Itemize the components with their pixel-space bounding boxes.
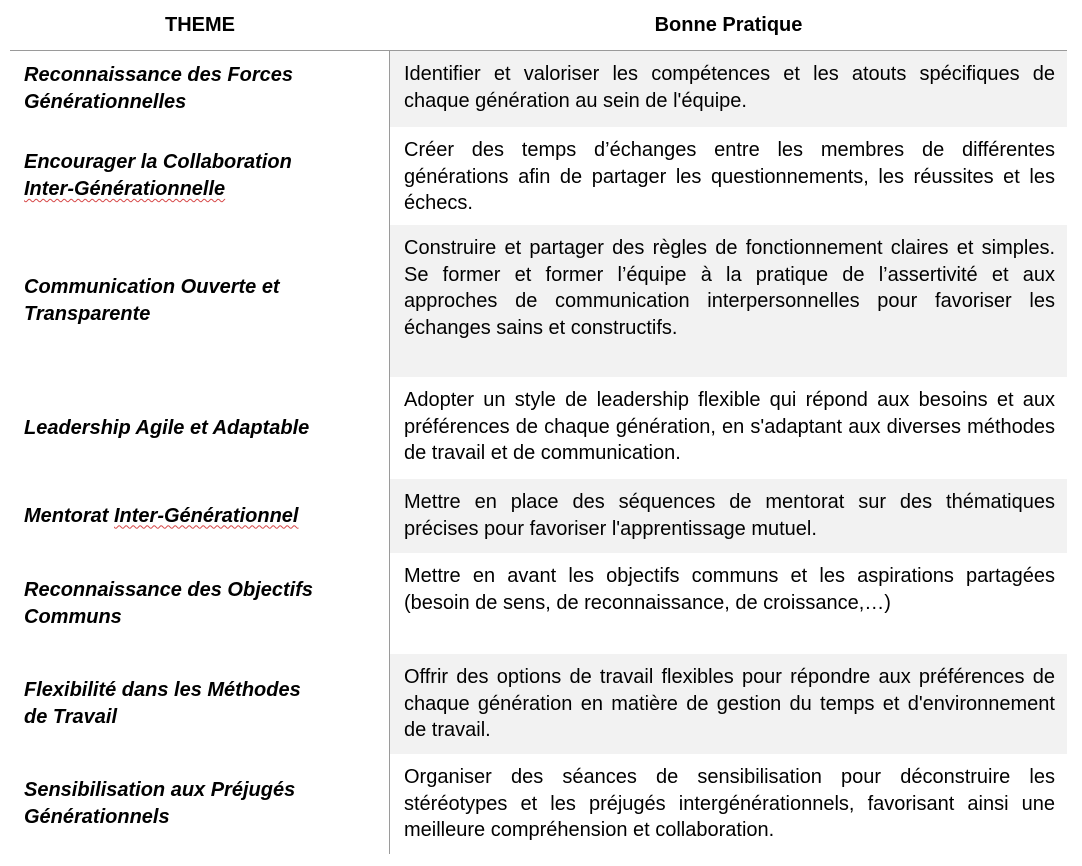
theme-text: Reconnaissance des Objectifs (24, 578, 314, 601)
table-row (10, 51, 1067, 127)
theme-text: Générationnelles (24, 91, 187, 113)
practice-cell: Créer des temps d’échanges entre les membres de différentes générations afin de partager les questionnements, les réussites et les échecs. (404, 139, 1055, 214)
theme-cell (10, 654, 390, 754)
practice-cell: Organiser des séances de sensibilisation pour déconstruire les stéréotypes et les préjugés intergénérationnels, favorisant ainsi une meilleure compréhension et collaboration. (404, 766, 1055, 841)
theme-text: de Travail (24, 706, 118, 728)
theme-text: Leadership Agile et Adaptable (24, 416, 310, 439)
theme-cell (10, 754, 390, 854)
practice-cell: Adopter un style de leadership flexible qui répond aux besoins et aux préférences de chaque génération, en s'adaptant aux diverses méthodes de travail et de communication. (404, 389, 1055, 464)
theme-text: Reconnaissance des Forces (24, 64, 294, 86)
theme-cell (10, 377, 390, 479)
header-practice: Bonne Pratique (654, 13, 803, 36)
theme-cell (10, 127, 390, 225)
best-practices-table (10, 0, 1067, 854)
theme-text: Communication Ouverte et (24, 276, 280, 298)
practice-cell: Construire et partager des règles de fonctionnement claires et simples. Se former et former l’équipe à la pratique de l’assertivité et aux approches de communication interpersonnelles pour favoriser les échanges sains et constructifs. (390, 225, 1067, 377)
theme-cell (10, 553, 390, 654)
theme-text: Transparente (24, 303, 151, 325)
practice-cell: Identifier et valoriser les compétences et les atouts spécifiques de chaque génération au sein de l'équipe. (390, 51, 1067, 127)
theme-text: Sensibilisation aux Préjugés (24, 779, 296, 801)
table-header (10, 0, 1067, 51)
table-row (10, 127, 1067, 225)
header-theme: THEME (165, 13, 235, 36)
theme-cell (10, 479, 390, 553)
practice-cell: Mettre en place des séquences de mentorat sur des thématiques précises pour favoriser l'apprentissage mutuel. (390, 479, 1067, 553)
theme-text-spellcheck: Inter-Générationnel (114, 504, 299, 527)
table-row (10, 377, 1067, 479)
table-row (10, 654, 1067, 754)
practice-cell: Offrir des options de travail flexibles pour répondre aux préférences de chaque génération en matière de gestion du temps et d'environnement de travail. (390, 654, 1067, 754)
theme-text-spellcheck: Inter-Générationnelle (24, 178, 226, 200)
theme-cell (10, 51, 390, 127)
theme-text: Flexibilité dans les Méthodes (24, 679, 301, 701)
practice-cell: Mettre en avant les objectifs communs et les aspirations partagées (besoin de sens, de reconnaissance, de croissance,…) (404, 565, 1055, 614)
table-row (10, 225, 1067, 377)
table-row (10, 479, 1067, 553)
theme-text: Mentorat (24, 504, 114, 527)
table-row (10, 754, 1067, 854)
theme-cell (10, 225, 390, 377)
theme-text: Communs (24, 605, 122, 628)
table-row (10, 553, 1067, 654)
theme-text: Générationnels (24, 806, 170, 828)
theme-text: Encourager la Collaboration (24, 151, 292, 173)
